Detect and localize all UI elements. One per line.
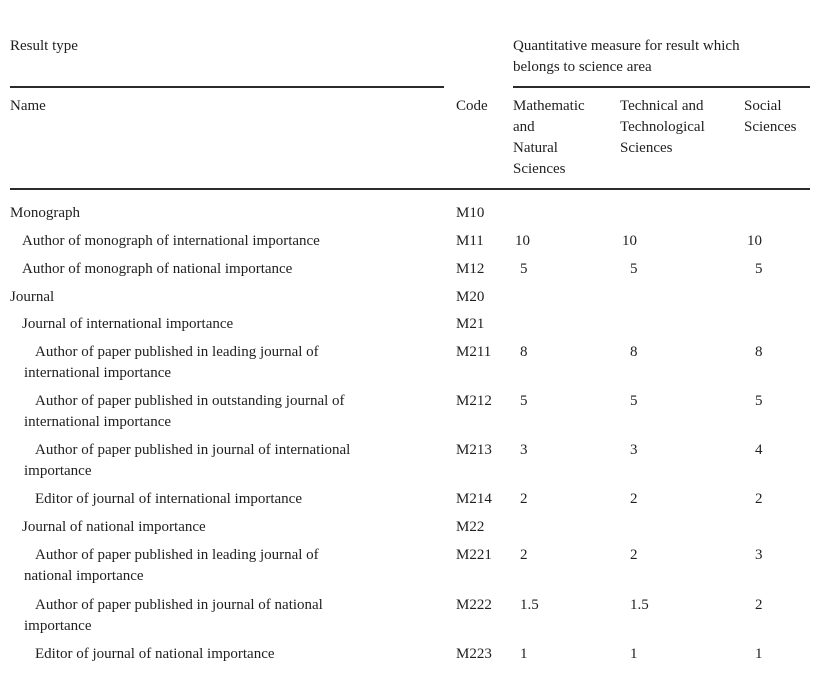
row-name: Author of monograph of national importance xyxy=(22,261,293,277)
header-math-l3: Natural xyxy=(513,140,558,156)
row-math: 2 xyxy=(520,491,528,507)
row-name-cont: importance xyxy=(24,463,92,479)
header-tech-l1: Technical and xyxy=(620,98,704,114)
row-name: Journal xyxy=(10,289,55,305)
row-math: 3 xyxy=(520,442,528,458)
row-social: 5 xyxy=(755,393,763,409)
header-name: Name xyxy=(10,98,46,114)
row-name: Journal of international importance xyxy=(22,316,234,332)
header-result-type: Result type xyxy=(10,38,78,54)
row-math: 1 xyxy=(520,646,528,662)
row-math: 10 xyxy=(515,233,530,249)
row-math: 2 xyxy=(520,547,528,563)
row-name: Author of paper published in leading journal of xyxy=(35,344,319,360)
row-social: 10 xyxy=(747,233,762,249)
row-tech: 8 xyxy=(630,344,638,360)
header-measure-line1: Quantitative measure for result which xyxy=(513,38,740,54)
row-tech: 10 xyxy=(622,233,637,249)
row-code: M223 xyxy=(456,646,492,662)
row-name: Monograph xyxy=(10,205,80,221)
row-tech: 5 xyxy=(630,261,638,277)
row-code: M213 xyxy=(456,442,492,458)
header-bottom-rule xyxy=(10,188,810,190)
row-social: 3 xyxy=(755,547,763,563)
row-tech: 1 xyxy=(630,646,638,662)
row-code: M211 xyxy=(456,344,492,360)
header-math-l1: Mathematic xyxy=(513,98,585,114)
row-code: M214 xyxy=(456,491,492,507)
row-name: Author of paper published in leading journal of xyxy=(35,547,319,563)
row-code: M20 xyxy=(456,289,485,305)
row-code: M21 xyxy=(456,316,485,332)
row-name: Editor of journal of international importance xyxy=(35,491,302,507)
row-tech: 2 xyxy=(630,547,638,563)
row-tech: 2 xyxy=(630,491,638,507)
row-name-cont: international importance xyxy=(24,365,172,381)
row-name: Editor of journal of national importance xyxy=(35,646,275,662)
row-social: 8 xyxy=(755,344,763,360)
row-name: Author of paper published in outstanding journal of xyxy=(35,393,345,409)
row-code: M10 xyxy=(456,205,485,221)
row-code: M221 xyxy=(456,547,492,563)
row-math: 5 xyxy=(520,261,528,277)
header-math-l2: and xyxy=(513,119,535,135)
row-name-cont: importance xyxy=(24,618,92,634)
row-name: Journal of national importance xyxy=(22,519,206,535)
row-name-cont: international importance xyxy=(24,414,172,430)
header-code: Code xyxy=(456,98,488,114)
row-tech: 1.5 xyxy=(630,597,649,613)
header-social-l1: Social xyxy=(744,98,782,114)
row-code: M212 xyxy=(456,393,492,409)
header-math-l4: Sciences xyxy=(513,161,566,177)
row-code: M222 xyxy=(456,597,492,613)
row-social: 2 xyxy=(755,491,763,507)
measure-group-rule xyxy=(513,86,810,88)
row-social: 4 xyxy=(755,442,763,458)
header-top-rule xyxy=(10,86,444,88)
header-social-l2: Sciences xyxy=(744,119,797,135)
row-code: M22 xyxy=(456,519,485,535)
header-tech-l3: Sciences xyxy=(620,140,673,156)
row-code: M11 xyxy=(456,233,484,249)
row-math: 1.5 xyxy=(520,597,539,613)
row-social: 5 xyxy=(755,261,763,277)
row-math: 5 xyxy=(520,393,528,409)
row-name: Author of monograph of international importance xyxy=(22,233,320,249)
row-name: Author of paper published in journal of national xyxy=(35,597,323,613)
row-tech: 5 xyxy=(630,393,638,409)
row-tech: 3 xyxy=(630,442,638,458)
row-social: 1 xyxy=(755,646,763,662)
row-code: M12 xyxy=(456,261,485,277)
row-name-cont: national importance xyxy=(24,568,144,584)
row-math: 8 xyxy=(520,344,528,360)
row-social: 2 xyxy=(755,597,763,613)
row-name: Author of paper published in journal of international xyxy=(35,442,351,458)
header-measure-line2: belongs to science area xyxy=(513,59,652,75)
header-tech-l2: Technological xyxy=(620,119,705,135)
